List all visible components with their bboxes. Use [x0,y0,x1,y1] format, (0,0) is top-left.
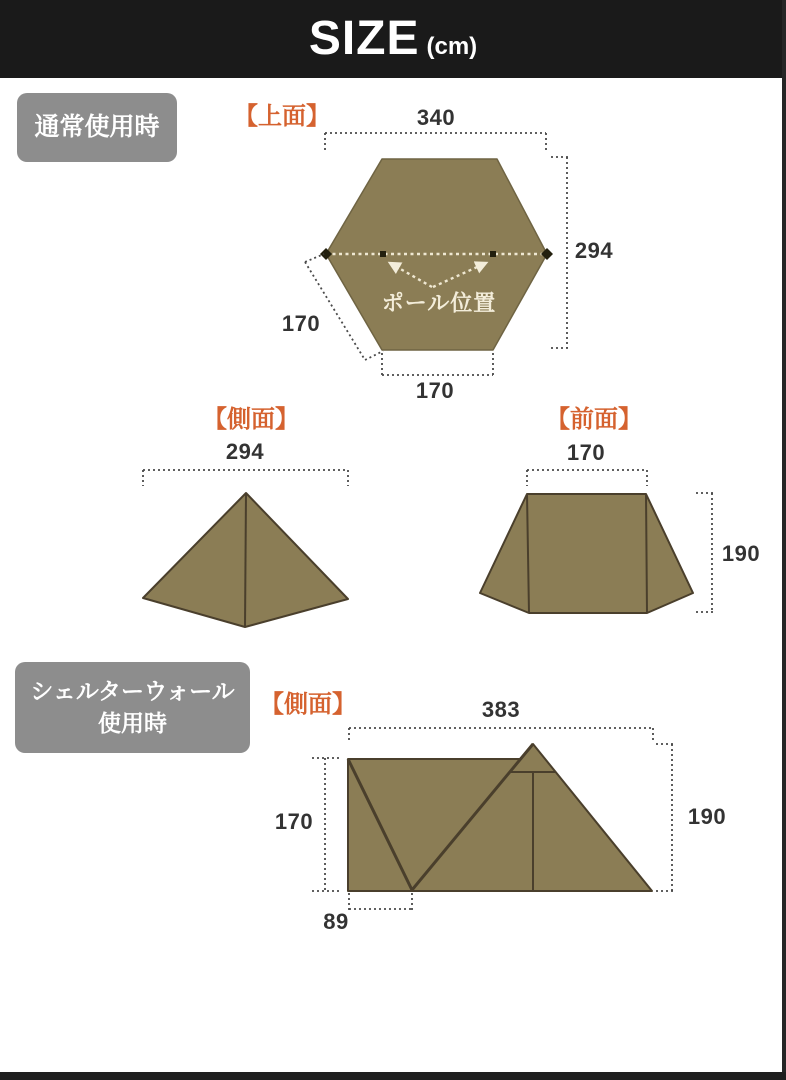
dim-line-294 [551,157,568,348]
right-edge-border [782,0,786,1080]
badge-normal-use [17,93,177,162]
dim-170-bottom-edge: 170 [415,378,455,403]
dim-294: 294 [574,238,614,263]
top-view-diagram [280,100,630,410]
dim-line-294-side [143,470,348,486]
dim-line-170-shelter [312,758,342,891]
pole-dot-left [380,251,386,257]
pole-position-label: ポール位置 [381,290,497,316]
badge-shelter-wall-use [15,662,250,753]
badge-shelter-line2: 使用時 [98,709,167,736]
side-view-svg [140,440,360,640]
dim-190-front: 190 [721,541,761,566]
dim-line-383 [349,728,653,743]
dim-line-190-shelter [656,744,674,891]
page-title: SIZE [308,12,420,65]
front-view-svg [460,440,760,640]
badge-normal-use-text: 通常使用時 [34,112,160,141]
unit-label: (cm) [426,33,478,60]
view-label-front: 【前面】 [546,406,642,433]
front-view-diagram [460,440,760,640]
dim-190-shelter: 190 [687,804,727,829]
dim-89: 89 [323,909,349,934]
dim-line-170-front [527,470,647,486]
view-label-shelter-side: 【側面】 [260,691,356,718]
dim-340: 340 [416,105,456,130]
dim-line-89 [349,893,412,912]
badge-shelter-line1: シェルターウォール [30,678,235,705]
front-shape [480,494,693,613]
side-view-diagram [140,440,360,640]
dim-170-shelter: 170 [274,809,314,834]
pyramid-center-seam [245,493,246,627]
dim-294-side: 294 [225,439,265,464]
view-label-side: 【側面】 [203,406,299,433]
view-label-top: 【上面】 [234,103,330,130]
dim-383: 383 [481,697,521,722]
shelter-side-diagram [260,690,740,940]
dim-line-170-bottom [382,353,493,378]
size-header [0,0,786,78]
bottom-edge-border [0,1072,786,1080]
dim-line-340 [325,133,546,150]
dim-line-190-front [696,493,713,612]
dim-170-side-edge: 170 [281,311,321,336]
dim-170-front: 170 [566,440,606,465]
pole-dot-right [490,251,496,257]
shelter-side-svg [260,690,740,940]
shelter-shape [348,744,652,891]
